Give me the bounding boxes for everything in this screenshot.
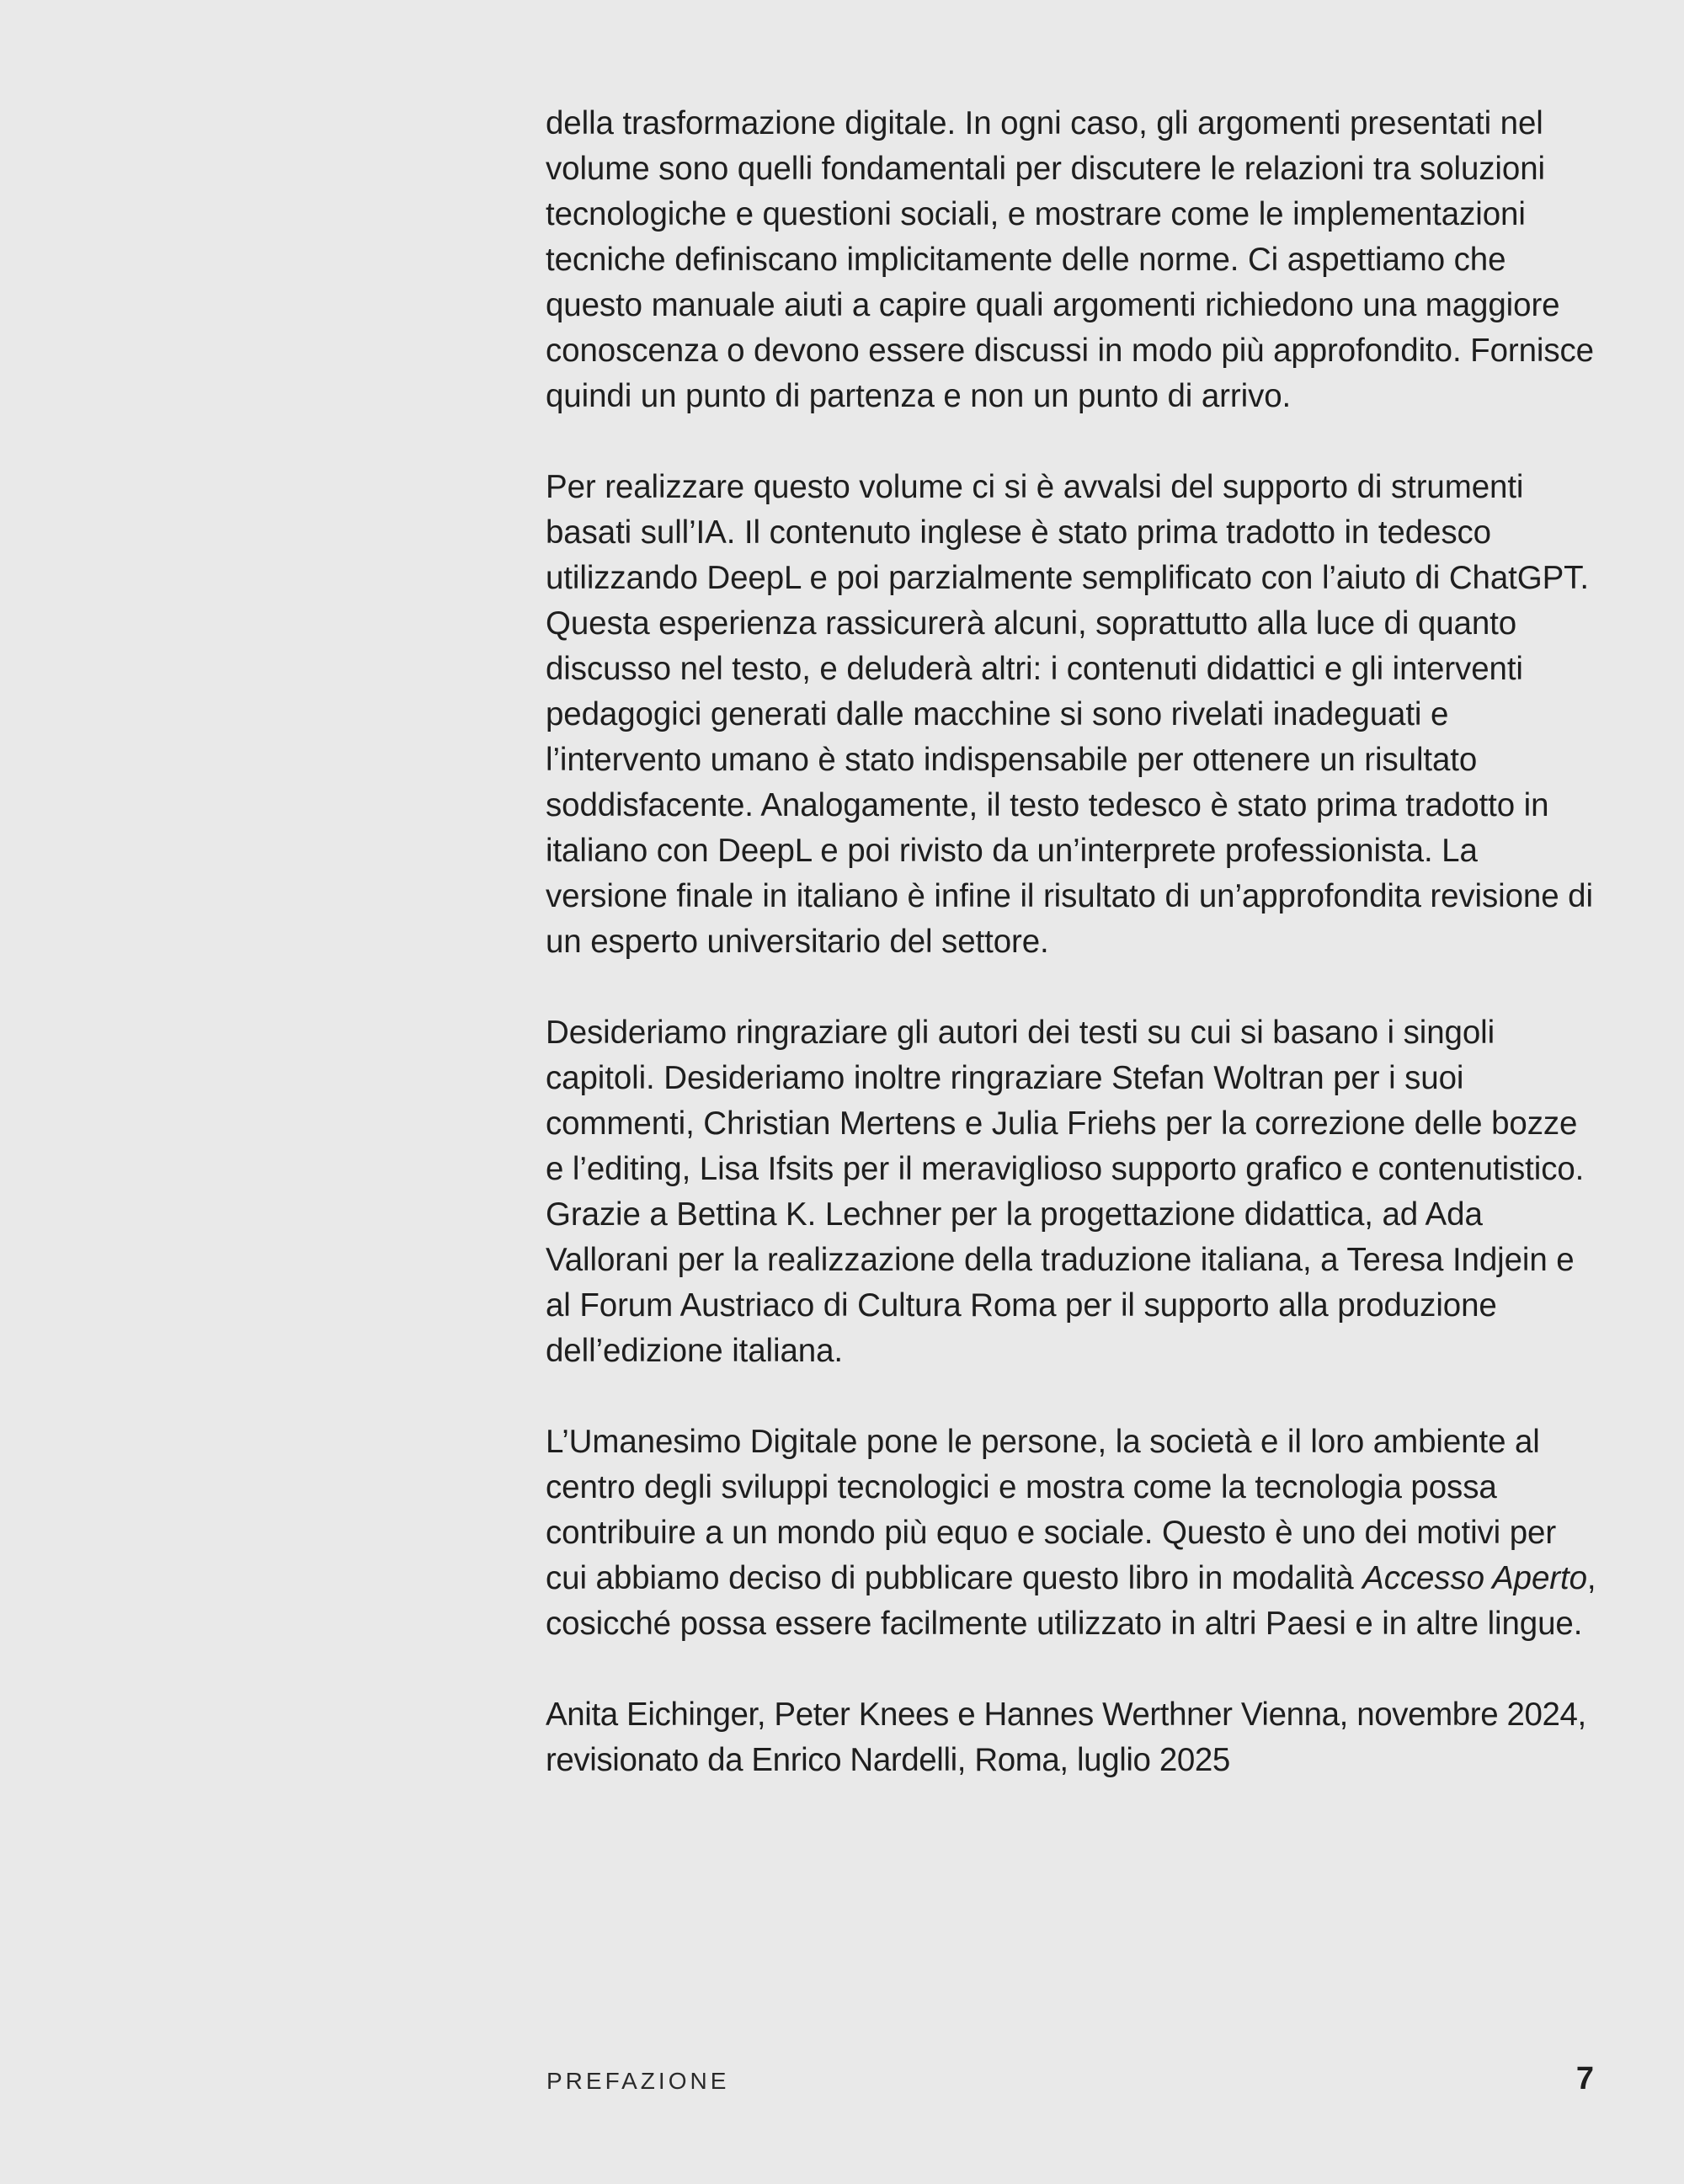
signature: Anita Eichinger, Peter Knees e Hannes Werthner Vienna, novembre 2024, revisionato da Enrico Nardelli, Roma, luglio 2025 <box>546 1697 1586 1778</box>
paragraph-acknowledgements: Desideriamo ringraziare gli autori dei testi su cui si basano i singoli capitoli. Desideriamo inoltre ringraziare Stefan Woltran per i suoi commenti, Christian Mertens e Julia Friehs per la correzione delle bozze e l’editing, Lisa Ifsits per il meraviglioso supporto grafico e contenutistico. Grazie a Bettina K. Lechner per la progettazione didattica, ad Ada Vallorani per la realizzazione della traduzione italiana, a Teresa Indjein e al Forum Austriaco di Cultura Roma per il supporto alla produzione dell’edizione italiana. <box>546 1015 1585 1369</box>
paragraph-open-access <box>546 1420 1598 1647</box>
open-access-text-after: , cosicché possa essere facilmente utilizzato in altri Paesi e in altre lingue. <box>546 1560 1596 1642</box>
page-number: 7 <box>1575 2061 1594 2096</box>
body-text <box>546 101 1598 1783</box>
open-access-italic: Accesso Aperto <box>1362 1560 1587 1596</box>
open-access-text-before: L’Umanesimo Digitale pone le persone, la società e il loro ambiente al centro degli sviluppi tecnologici e mostra come la tecnologia possa contribuire a un mondo più equo e sociale. Questo è uno dei motivi per cui abbiamo deciso di pubblicare questo libro in modalità <box>546 1424 1557 1596</box>
running-footer-section: PREFAZIONE <box>546 2068 730 2094</box>
paragraph-scope: della trasformazione digitale. In ogni caso, gli argomenti presentati nel volume sono quelli fondamentali per discutere le relazioni tra soluzioni tecnologiche e questioni sociali, e mostrare come le implementazioni tecniche definiscano implicitamente delle norme. Ci aspettiamo che questo manuale aiuti a capire quali argomenti richiedono una maggiore conoscenza o devono essere discussi in modo più approfondito. Fornisce quindi un punto di partenza e non un punto di arrivo. <box>546 105 1594 414</box>
paragraph-ai-tools: Per realizzare questo volume ci si è avvalsi del supporto di strumenti basati sull’IA. Il contenuto inglese è stato prima tradotto in tedesco utilizzando DeepL e poi parzialmente semplificato con l’aiuto di ChatGPT. Questa esperienza rassicurerà alcuni, soprattutto alla luce di quanto discusso nel testo, e deluderà altri: i contenuti didattici e gli interventi pedagogici generati dalle macchine si sono rivelati inadeguati e l’intervento umano è stato indispensabile per ottenere un risultato soddisfacente. Analogamente, il testo tedesco è stato prima tradotto in italiano con DeepL e poi rivisto da un’interprete professionista. La versione finale in italiano è infine il risultato di un’approfondita revisione di un esperto universitario del settore. <box>546 469 1593 960</box>
